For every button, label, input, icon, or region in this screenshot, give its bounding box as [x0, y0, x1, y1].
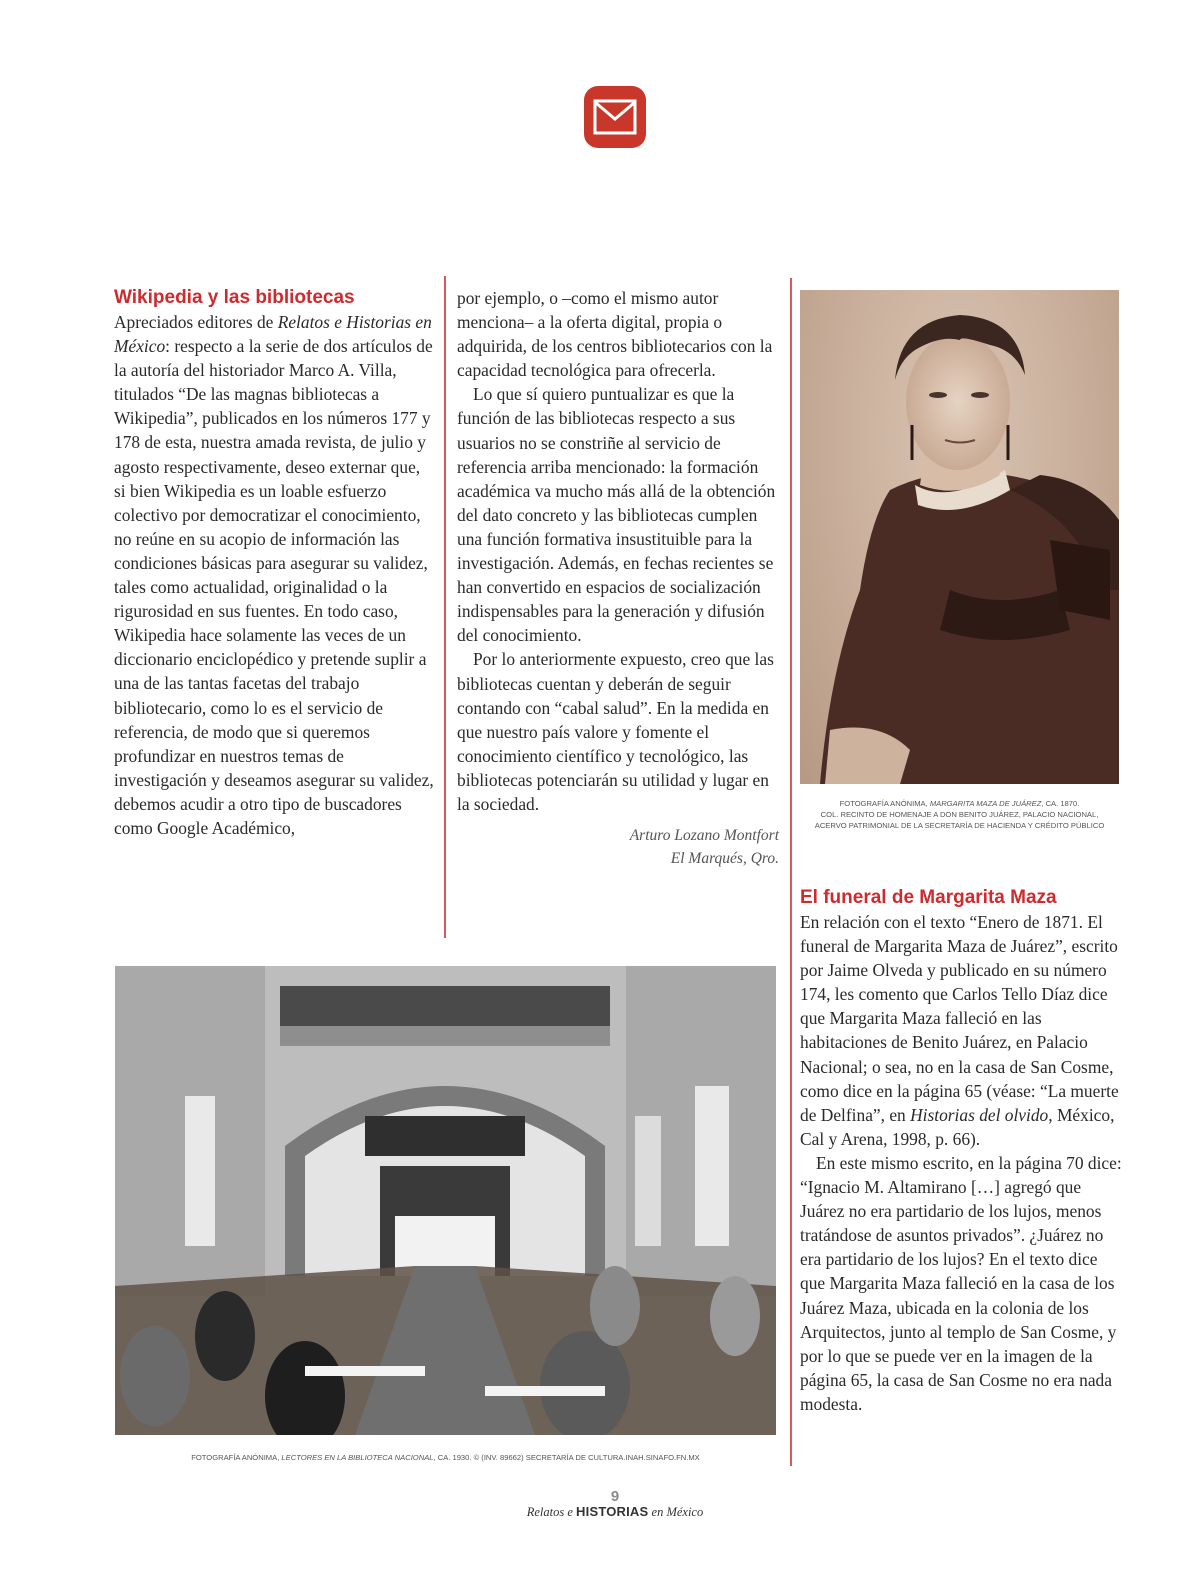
article-wikipedia-col2: [457, 286, 779, 870]
text: Relatos e: [526, 1505, 577, 1519]
mail-icon: [584, 86, 646, 148]
text: , CA. 1870.: [1041, 799, 1080, 808]
article-paragraph: por ejemplo, o –como el mismo autor menciona– a la oferta digital, propia o adquirida, de los centros bibliotecarios con la capacidad tecnológica para ofrecerla.: [457, 288, 773, 381]
library-photo: [115, 966, 776, 1435]
article-paragraph: [800, 910, 1122, 1151]
text: LECTORES EN LA BIBLIOTECA NACIONAL: [281, 1453, 434, 1462]
text: FOTOGRAFÍA ANÓNIMA,: [191, 1453, 282, 1462]
article-title: El funeral de Margarita Maza: [800, 887, 1057, 908]
portrait-photo: [800, 290, 1119, 784]
text: FOTOGRAFÍA ANÓNIMA,: [839, 799, 930, 808]
column-divider: [444, 276, 446, 938]
text: : respecto a la serie de dos artículos de la autoría del historiador Marco A. Villa, titulados “De las magnas bibliotecas a Wikipedia”, publicados en los números 177 y 178 de esta, nuestra amada revista, de julio y agosto respectivamente, deseo externar que, si bien Wikipedia es un loable esfuerzo colectivo por democratizar el conocimiento, no reúne en su acopio de información las condiciones básicas para asegurar su validez, tales como actualidad, originalidad o la rigurosidad en sus fuentes. En todo caso, Wikipedia hace solamente las veces de un diccionario enciclopédico y pretende suplir a una de las tantas facetas del trabajo bibliotecario, como lo es el servicio de referencia, de modo que si queremos profundizar en nuestros temas de investigación y deseamos asegurar su validez, debemos acudir a otro tipo de buscadores como Google Académico,: [114, 336, 434, 838]
article-wikipedia-col1: [114, 286, 434, 840]
text: , México, Cal y Arena, 1998, p. 66).: [800, 1104, 1115, 1149]
article-title: Wikipedia y las bibliotecas: [114, 287, 355, 308]
text: , CA. 1930. © (INV. 89662) SECRETARÍA DE CULTURA.INAH.SINAFO.FN.MX: [433, 1453, 700, 1462]
page-footer: [500, 1490, 730, 1520]
author-location: El Marqués, Qro.: [670, 850, 779, 868]
author-name: Arturo Lozano Montfort: [629, 827, 779, 845]
text: En relación con el texto “Enero de 1871. El funeral de Margarita Maza de Juárez”, escrito por Jaime Olveda y publicado en su número 174, les comento que Carlos Tello Díaz dice que Margarita Maza falleció en las habitaciones de Benito Juárez, en Palacio Nacional; o sea, no en la casa de San Cosme, como dice en la página 65 (véase: “La muerte de Delfina”, en: [800, 912, 1119, 1125]
library-caption: [115, 1452, 776, 1463]
magazine-title: Relatos e Historias en México: [114, 312, 432, 357]
portrait-caption: [800, 798, 1119, 831]
article-paragraph: Lo que sí quiero puntualizar es que la función de las bibliotecas respecto a sus usuarios no se constriñe al servicio de referencia arriba mencionado: la formación académica va mucho más allá de la obtención del dato concreto y las bibliotecas cumplen una función formativa insustituible para la investigación. Además, en fechas recientes se han convertido en espacios de socialización indispensables para la generación y difusión del conocimiento.: [457, 384, 776, 646]
book-title: Historias del olvido: [910, 1104, 1049, 1125]
caption-line: [800, 798, 1119, 809]
column-divider: [790, 278, 792, 1466]
caption-line: COL. RECINTO DE HOMENAJE A DON BENITO JUÁREZ, PALACIO NACIONAL,: [820, 810, 1099, 819]
article-paragraph: Por lo anteriormente expuesto, creo que las bibliotecas cuentan y deberán de seguir contando con “cabal salud”. En la medida en que nuestro país valore y fomente el conocimiento científico y tecnológico, las bibliotecas potenciarán su utilidad y lugar en la sociedad.: [457, 649, 774, 814]
page-number: 9: [610, 1488, 620, 1505]
text: HISTORIAS: [576, 1504, 649, 1519]
article-paragraph: En este mismo escrito, en la página 70 dice: “Ignacio M. Altamirano […] agregó que Juárez no era partidario de los lujos, menos tratándose de asuntos privados”. ¿Juárez no era partidario de los lujos? En el texto dice que Margarita Maza falleció en la casa de los Juárez Maza, ubicada en la colonia de los Arquitectos, junto al templo de San Cosme, y por lo que se puede ver en la imagen de la página 65, la casa de San Cosme no era nada modesta.: [800, 1152, 1122, 1414]
caption-line: ACERVO PATRIMONIAL DE LA SECRETARÍA DE HACIENDA Y CRÉDITO PÚBLICO: [814, 821, 1105, 830]
text: MARGARITA MAZA DE JUÁREZ: [929, 799, 1042, 808]
magazine-brand: [500, 1504, 730, 1520]
text: en México: [648, 1505, 704, 1519]
text: Apreciados editores de: [114, 312, 278, 332]
article-paragraph: [114, 310, 434, 840]
article-funeral: [800, 886, 1122, 1416]
